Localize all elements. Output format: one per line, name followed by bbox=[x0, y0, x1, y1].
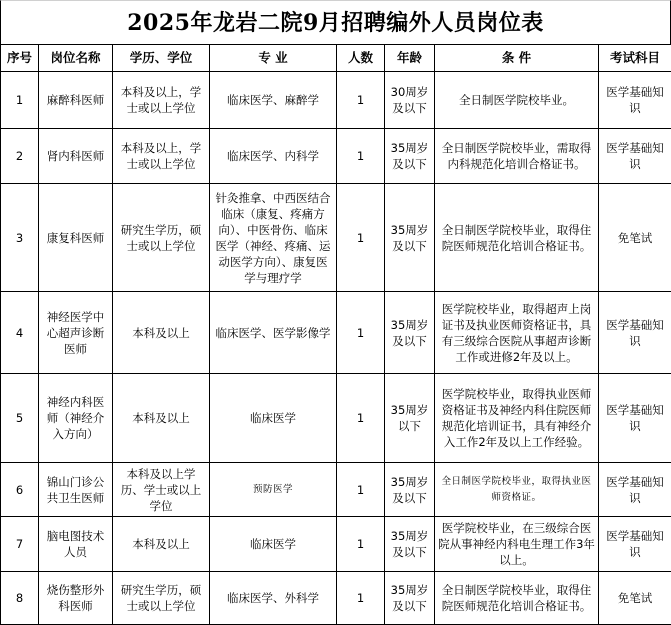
table-row bbox=[1, 374, 671, 463]
table-row bbox=[1, 129, 671, 184]
cell-no: 8 bbox=[1, 572, 39, 625]
header-exam: 考试科目 bbox=[599, 45, 671, 72]
cell-count: 1 bbox=[337, 517, 385, 572]
cell-major: 临床医学、外科学 bbox=[210, 572, 337, 625]
cell-req: 全日制医学院校毕业。 bbox=[435, 72, 599, 129]
cell-post: 锦山门诊公共卫生医师 bbox=[39, 463, 113, 517]
table-row bbox=[1, 463, 671, 517]
cell-count: 1 bbox=[337, 374, 385, 463]
table-row bbox=[1, 572, 671, 625]
cell-req: 医学院校毕业，在三级综合医院从事神经内科电生理工作3年以上。 bbox=[435, 517, 599, 572]
table-row bbox=[1, 517, 671, 572]
cell-age: 35周岁及以下 bbox=[385, 463, 435, 517]
cell-exam: 医学基础知识 bbox=[599, 517, 671, 572]
table-row bbox=[1, 72, 671, 129]
cell-req: 全日制医学院校毕业，取得执业医师资格证。 bbox=[435, 463, 599, 517]
cell-edu: 本科及以上 bbox=[113, 374, 210, 463]
cell-age: 35周岁及以下 bbox=[385, 292, 435, 374]
cell-exam: 医学基础知识 bbox=[599, 374, 671, 463]
cell-age: 35周岁及以下 bbox=[385, 517, 435, 572]
cell-count: 1 bbox=[337, 129, 385, 184]
page-title: 2025年龙岩二院9月招聘编外人员岗位表 bbox=[0, 0, 671, 44]
cell-edu: 本科及以上，学士或以上学位 bbox=[113, 72, 210, 129]
header-post: 岗位名称 bbox=[39, 45, 113, 72]
cell-post: 神经内科医师（神经介入方向） bbox=[39, 374, 113, 463]
cell-major: 临床医学 bbox=[210, 517, 337, 572]
cell-edu: 本科及以上，学士或以上学位 bbox=[113, 129, 210, 184]
cell-req: 医学院校毕业，取得执业医师资格证书及神经内科住院医师规范化培训证书，具有神经介入工作2年及以上工作经验。 bbox=[435, 374, 599, 463]
cell-post: 康复科医师 bbox=[39, 184, 113, 292]
cell-age: 35周岁以下 bbox=[385, 374, 435, 463]
header-row bbox=[1, 45, 671, 72]
cell-post: 肾内科医师 bbox=[39, 129, 113, 184]
cell-exam: 医学基础知识 bbox=[599, 463, 671, 517]
cell-count: 1 bbox=[337, 572, 385, 625]
cell-age: 30周岁及以下 bbox=[385, 72, 435, 129]
header-no: 序号 bbox=[1, 45, 39, 72]
header-count: 人数 bbox=[337, 45, 385, 72]
cell-exam: 免笔试 bbox=[599, 572, 671, 625]
cell-major: 临床医学、内科学 bbox=[210, 129, 337, 184]
cell-age: 35周岁及以下 bbox=[385, 129, 435, 184]
cell-age: 35周岁及以下 bbox=[385, 572, 435, 625]
cell-no: 5 bbox=[1, 374, 39, 463]
cell-exam: 医学基础知识 bbox=[599, 72, 671, 129]
cell-count: 1 bbox=[337, 292, 385, 374]
cell-edu: 研究生学历，硕士或以上学位 bbox=[113, 184, 210, 292]
cell-major: 临床医学、麻醉学 bbox=[210, 72, 337, 129]
table-row bbox=[1, 184, 671, 292]
header-req: 条 件 bbox=[435, 45, 599, 72]
cell-no: 1 bbox=[1, 72, 39, 129]
cell-count: 1 bbox=[337, 184, 385, 292]
cell-count: 1 bbox=[337, 72, 385, 129]
cell-no: 3 bbox=[1, 184, 39, 292]
cell-post: 烧伤整形外科医师 bbox=[39, 572, 113, 625]
cell-no: 6 bbox=[1, 463, 39, 517]
cell-edu: 研究生学历，硕士或以上学位 bbox=[113, 572, 210, 625]
cell-req: 医学院校毕业，取得超声上岗证书及执业医师资格证书，具有三级综合医院从事超声诊断工作或进修2年及以上。 bbox=[435, 292, 599, 374]
header-major: 专 业 bbox=[210, 45, 337, 72]
cell-req: 全日制医学院校毕业，需取得内科规范化培训合格证书。 bbox=[435, 129, 599, 184]
cell-count: 1 bbox=[337, 463, 385, 517]
cell-no: 2 bbox=[1, 129, 39, 184]
cell-edu: 本科及以上学历、学士或以上学位 bbox=[113, 463, 210, 517]
cell-exam: 医学基础知识 bbox=[599, 129, 671, 184]
cell-post: 脑电图技术人员 bbox=[39, 517, 113, 572]
cell-no: 7 bbox=[1, 517, 39, 572]
table-row bbox=[1, 292, 671, 374]
cell-req: 全日制医学院校毕业，取得住院医师规范化培训合格证书。 bbox=[435, 572, 599, 625]
cell-edu: 本科及以上 bbox=[113, 517, 210, 572]
cell-exam: 医学基础知识 bbox=[599, 292, 671, 374]
cell-post: 神经医学中心超声诊断医师 bbox=[39, 292, 113, 374]
cell-req: 全日制医学院校毕业，取得住院医师规范化培训合格证书。 bbox=[435, 184, 599, 292]
cell-post: 麻醉科医师 bbox=[39, 72, 113, 129]
header-age: 年龄 bbox=[385, 45, 435, 72]
cell-major: 临床医学、医学影像学 bbox=[210, 292, 337, 374]
cell-exam: 免笔试 bbox=[599, 184, 671, 292]
cell-edu: 本科及以上 bbox=[113, 292, 210, 374]
cell-major: 预防医学 bbox=[210, 463, 337, 517]
cell-major: 临床医学 bbox=[210, 374, 337, 463]
cell-major: 针灸推拿、中西医结合临床（康复、疼痛方向）、中医骨伤、临床医学（神经、疼痛、运动医学方向）、康复医学与理疗学 bbox=[210, 184, 337, 292]
recruitment-table bbox=[0, 44, 671, 625]
cell-no: 4 bbox=[1, 292, 39, 374]
header-edu: 学历、学位 bbox=[113, 45, 210, 72]
cell-age: 35周岁及以下 bbox=[385, 184, 435, 292]
